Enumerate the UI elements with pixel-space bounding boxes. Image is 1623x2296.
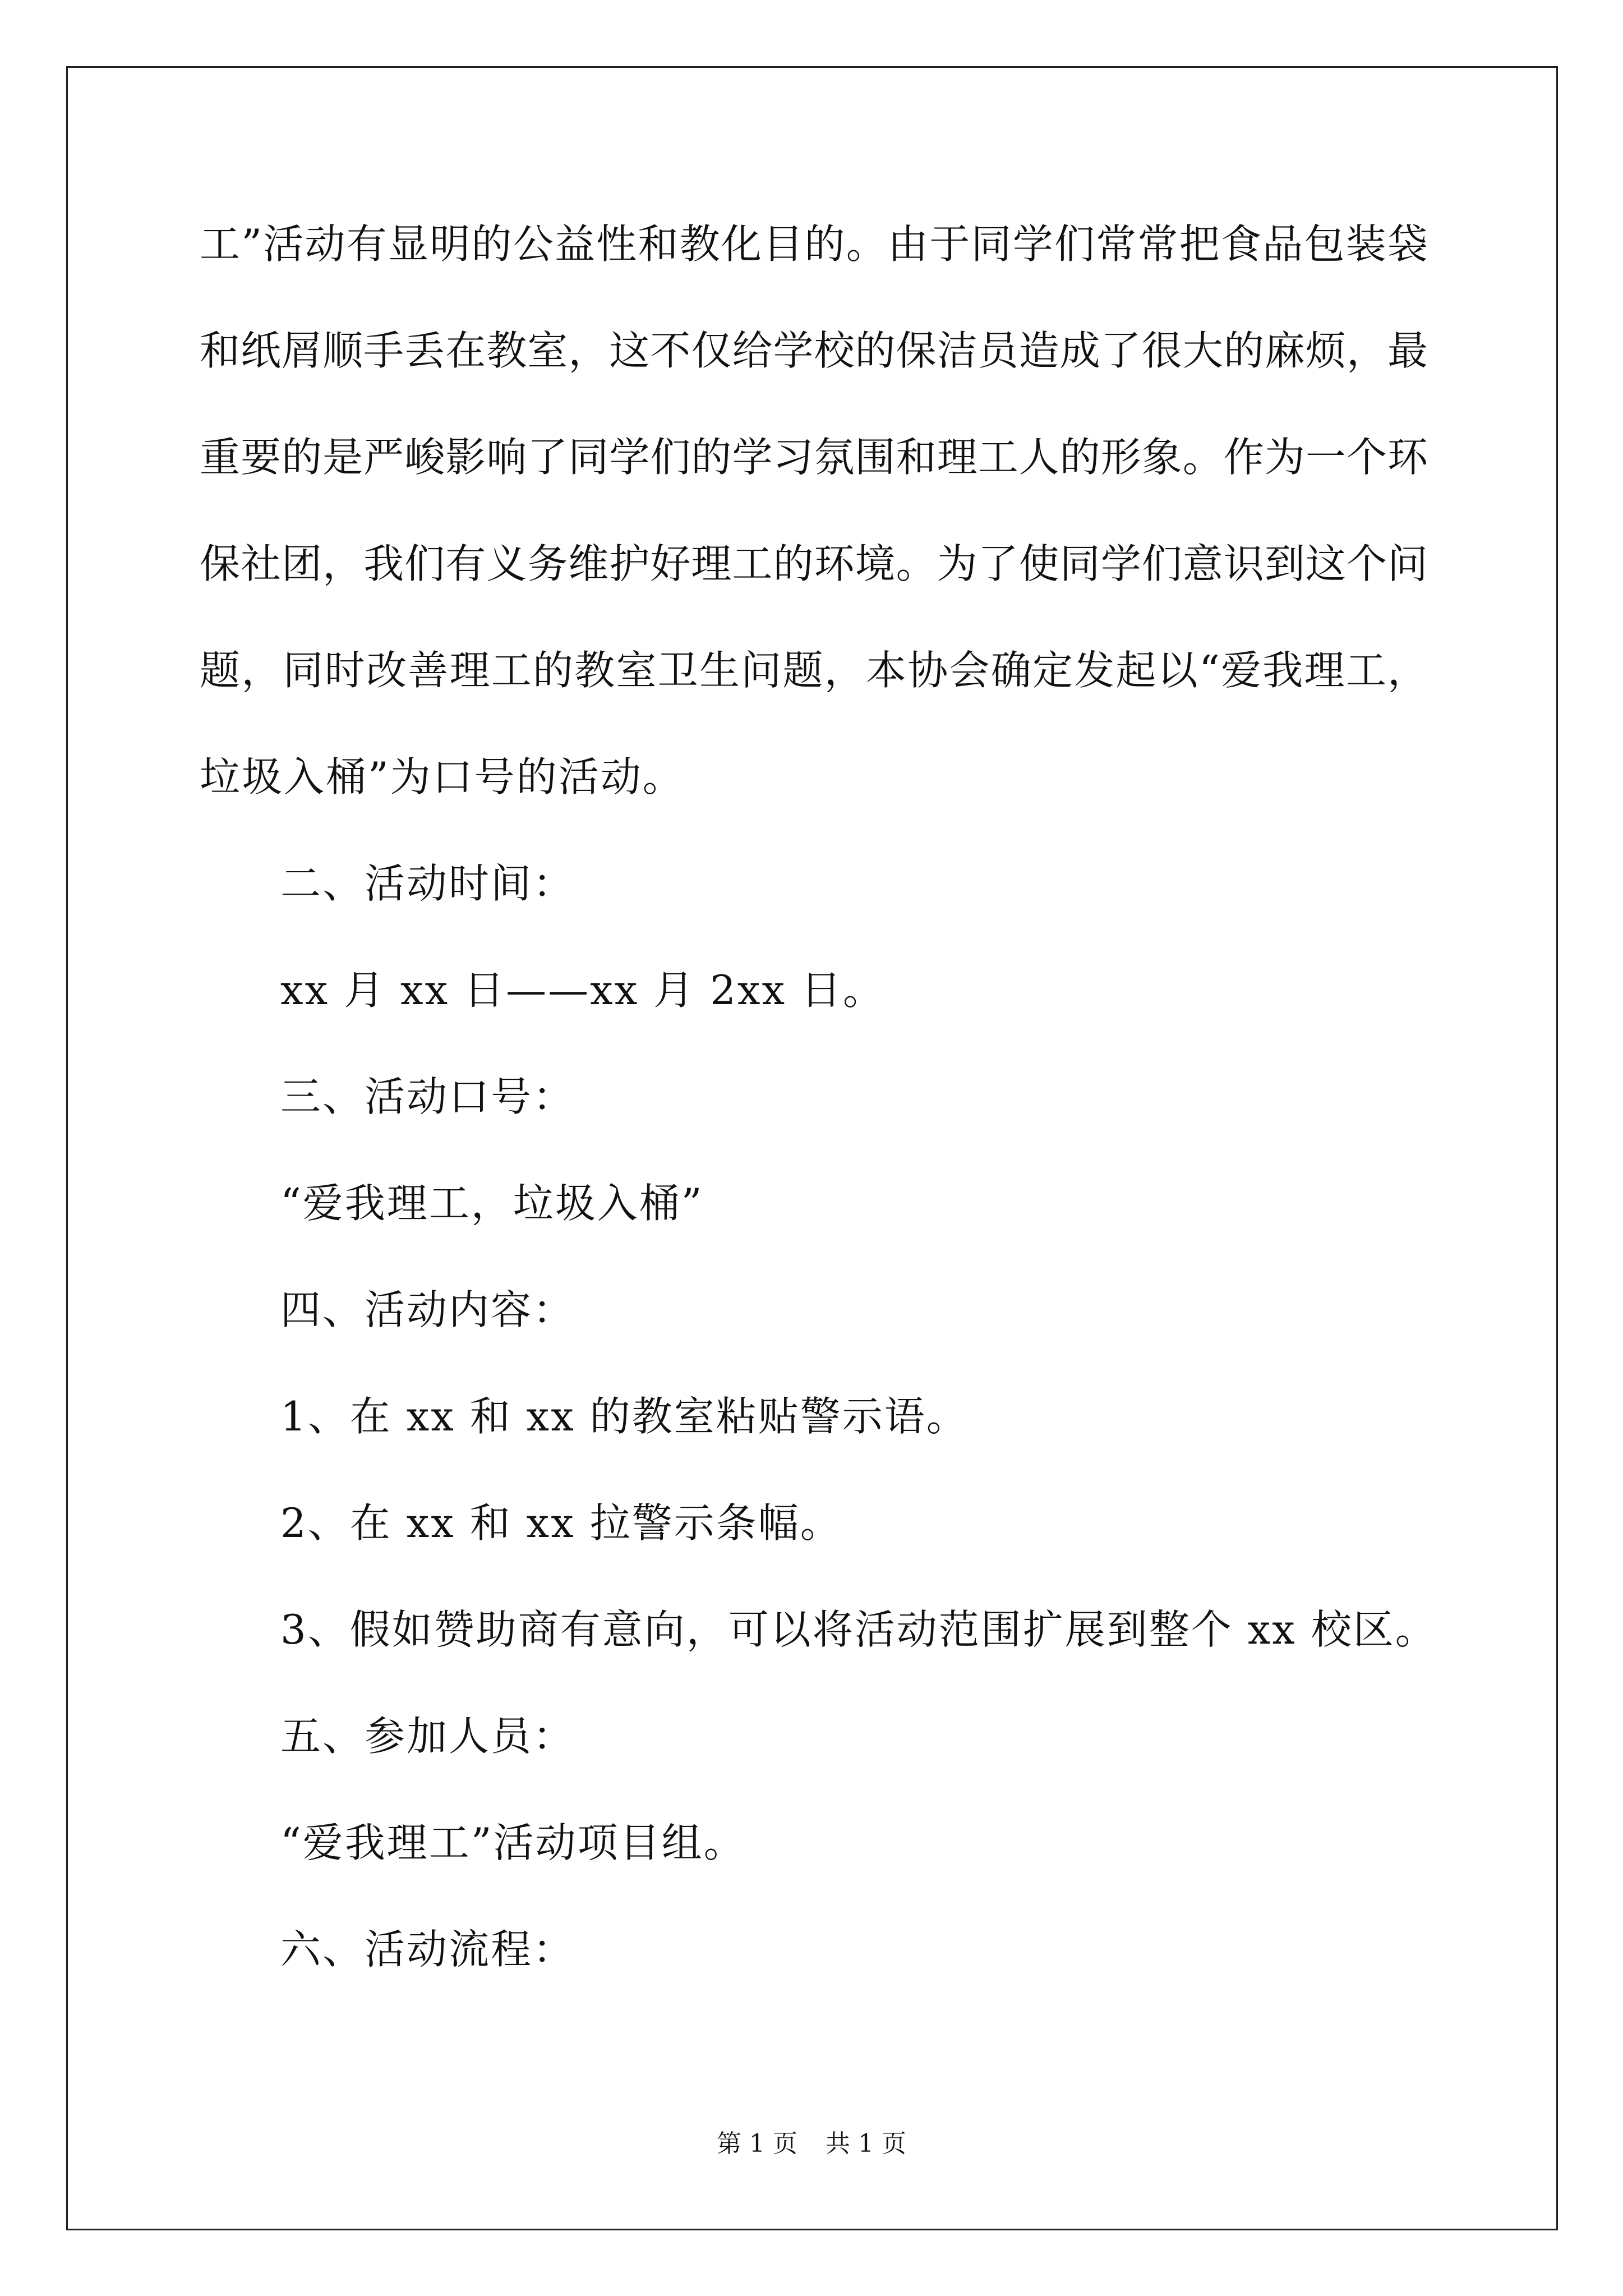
section-process-heading: 六、活动流程：	[280, 1926, 575, 1973]
section-time-value: xx 月 xx 日——xx 月 2xx 日。	[280, 967, 885, 1014]
page-border	[66, 66, 1558, 2230]
section-slogan-heading: 三、活动口号：	[280, 1073, 575, 1120]
paragraph-line-5: 题，同时改善理工的教室卫生问题，本协会确定发起以“爱我理工，	[200, 647, 1428, 694]
page-number-current: 第 1 页	[717, 2129, 797, 2158]
section-people-value: “爱我理工”活动项目组。	[280, 1819, 746, 1866]
section-slogan-value: “爱我理工，垃圾入桶”	[280, 1180, 704, 1227]
page-number-total: 共 1 页	[826, 2129, 906, 2158]
page-footer	[0, 2127, 1623, 2161]
paragraph-line-1: 工”活动有显明的公益性和教化目的。由于同学们常常把食品包装袋	[200, 220, 1428, 268]
section-time-heading: 二、活动时间：	[280, 860, 575, 907]
paragraph-line-2: 和纸屑顺手丢在教室，这不仅给学校的保洁员造成了很大的麻烦，最	[200, 327, 1428, 374]
content-item-1: 1、在 xx 和 xx 的教室粘贴警示语。	[280, 1393, 969, 1440]
paragraph-line-6: 垃圾入桶”为口号的活动。	[200, 753, 685, 800]
paragraph-line-3: 重要的是严峻影响了同学们的学习氛围和理工人的形象。作为一个环	[200, 434, 1428, 481]
content-item-2: 2、在 xx 和 xx 拉警示条幅。	[280, 1499, 842, 1547]
section-people-heading: 五、参加人员：	[280, 1713, 575, 1760]
content-item-3: 3、假如赞助商有意向，可以将活动范围扩展到整个 xx 校区。	[280, 1606, 1437, 1653]
section-content-heading: 四、活动内容：	[280, 1286, 575, 1333]
paragraph-line-4: 保社团，我们有义务维护好理工的环境。为了使同学们意识到这个问	[200, 540, 1428, 587]
